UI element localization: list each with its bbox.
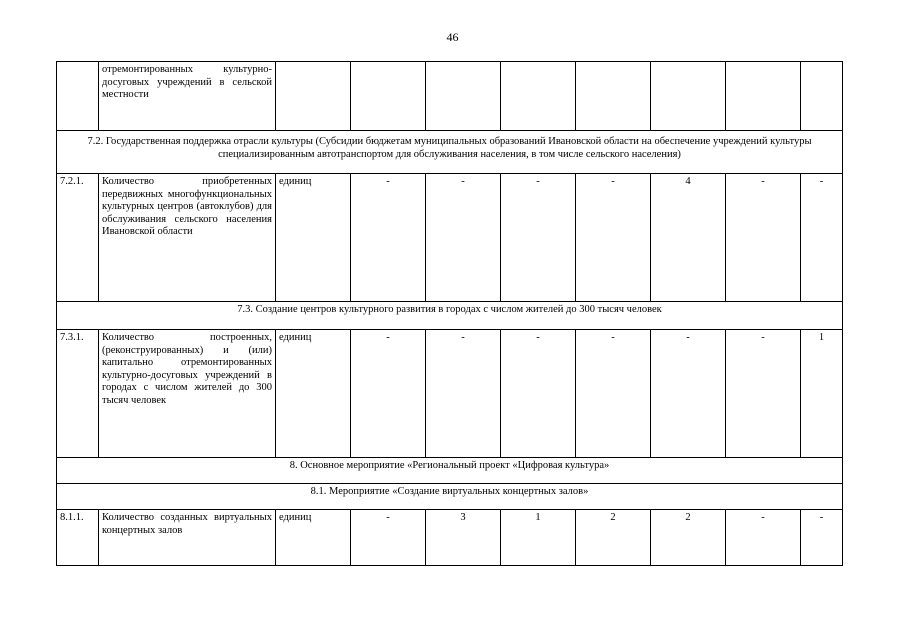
section-heading: 7.3. Создание центров культурного развития в городах с числом жителей до 300 тысяч человек [57, 302, 843, 330]
value-cell: 4 [651, 174, 726, 302]
table-row [57, 510, 843, 566]
value-cell: - [726, 510, 801, 566]
unit-cell: единиц [276, 174, 351, 302]
value-cell: - [351, 174, 426, 302]
indicator-description: Количество построенных, (реконструированных) и (или) капитально отремонтированных культурно-досуговых учреждений в городах с числом жителей до 300 тысяч человек [99, 330, 276, 458]
value-cell: - [651, 330, 726, 458]
value-cell: - [576, 330, 651, 458]
table-row [57, 330, 843, 458]
unit-cell: единиц [276, 330, 351, 458]
section-row [57, 484, 843, 510]
section-heading: 7.2. Государственная поддержка отрасли культуры (Субсидии бюджетам муниципальных образований Ивановской области на обеспечение учреждений культуры специализированным автотранспортом для обслуживания населения, в том числе сельского населения) [57, 131, 843, 174]
indicator-description: Количество приобретенных передвижных многофункциональных культурных центров (автоклубов) для обслуживания сельского населения Ивановской области [99, 174, 276, 302]
value-cell [576, 62, 651, 131]
indicator-description: Количество созданных виртуальных концертных залов [99, 510, 276, 566]
section-heading: 8.1. Мероприятие «Создание виртуальных концертных залов» [57, 484, 843, 510]
row-number: 8.1.1. [57, 510, 99, 566]
value-cell [501, 62, 576, 131]
section-row [57, 302, 843, 330]
indicators-table [56, 61, 843, 566]
value-cell: - [426, 330, 501, 458]
row-number [57, 62, 99, 131]
value-cell: - [801, 174, 843, 302]
value-cell [801, 62, 843, 131]
value-cell [426, 62, 501, 131]
value-cell: - [726, 174, 801, 302]
value-cell [726, 62, 801, 131]
value-cell: - [351, 330, 426, 458]
value-cell: - [576, 174, 651, 302]
value-cell: - [501, 330, 576, 458]
value-cell [351, 62, 426, 131]
value-cell: - [501, 174, 576, 302]
section-row [57, 458, 843, 484]
value-cell: - [351, 510, 426, 566]
value-cell: - [801, 510, 843, 566]
value-cell: 2 [576, 510, 651, 566]
indicator-description: отремонтированных культурно-досуговых учреждений в сельской местности [99, 62, 276, 131]
unit-cell [276, 62, 351, 131]
value-cell: 1 [501, 510, 576, 566]
page-number: 46 [446, 30, 459, 44]
value-cell: 2 [651, 510, 726, 566]
value-cell: 3 [426, 510, 501, 566]
value-cell [651, 62, 726, 131]
value-cell: - [726, 330, 801, 458]
section-row [57, 131, 843, 174]
value-cell: 1 [801, 330, 843, 458]
table-row [57, 62, 843, 131]
table-row [57, 174, 843, 302]
section-heading: 8. Основное мероприятие «Региональный проект «Цифровая культура» [57, 458, 843, 484]
row-number: 7.2.1. [57, 174, 99, 302]
row-number: 7.3.1. [57, 330, 99, 458]
unit-cell: единиц [276, 510, 351, 566]
value-cell: - [426, 174, 501, 302]
